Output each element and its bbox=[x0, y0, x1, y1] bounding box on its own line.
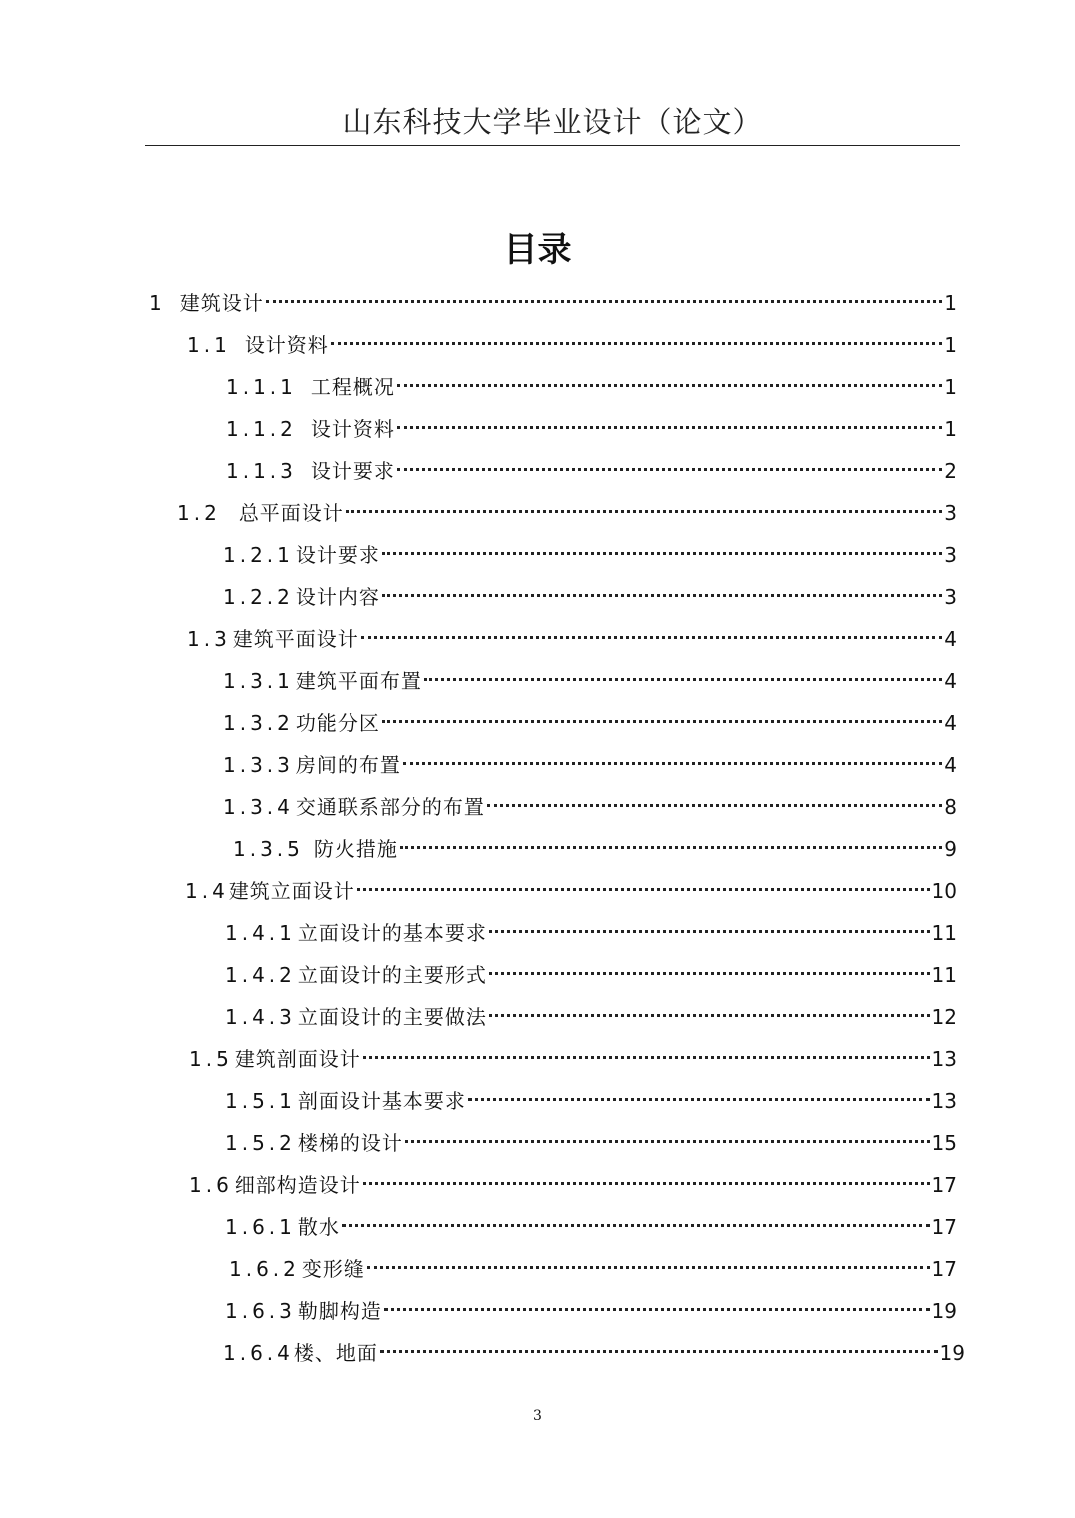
toc-entry-page: 1 bbox=[944, 417, 957, 441]
toc-entry-title: 设计资料 bbox=[244, 333, 329, 357]
toc-entry-page: 4 bbox=[944, 627, 957, 651]
toc-entry[interactable] bbox=[189, 1167, 957, 1203]
toc-entry-number: 1.6.1 bbox=[225, 1215, 296, 1239]
dot-leader bbox=[342, 1224, 930, 1227]
toc-entry-title: 工程概况 bbox=[310, 375, 395, 399]
dot-leader bbox=[363, 1182, 930, 1185]
toc-entry-number: 1.6.3 bbox=[225, 1299, 296, 1323]
toc-entry-number: 1.1 bbox=[187, 333, 231, 357]
toc-entry-number: 1.5.2 bbox=[225, 1131, 296, 1155]
toc-entry-title: 散水 bbox=[297, 1215, 340, 1239]
toc-entry-number: 1.4.1 bbox=[225, 921, 296, 945]
toc-entry-number: 1.5.1 bbox=[225, 1089, 296, 1113]
dot-leader bbox=[397, 426, 942, 429]
toc-entry[interactable] bbox=[187, 621, 957, 657]
toc-entry[interactable] bbox=[189, 1041, 957, 1077]
toc-entry-page: 17 bbox=[931, 1173, 957, 1197]
dot-leader bbox=[380, 1350, 938, 1353]
dot-leader bbox=[266, 300, 943, 303]
dot-leader bbox=[397, 384, 942, 387]
dot-leader bbox=[357, 888, 930, 891]
toc-entry-number: 1.3.5 bbox=[233, 837, 304, 861]
toc-entry[interactable] bbox=[225, 1209, 957, 1245]
toc-entry-title: 立面设计的主要形式 bbox=[297, 963, 487, 987]
toc-entry-title: 楼梯的设计 bbox=[297, 1131, 403, 1155]
toc-entry-number: 1.3 bbox=[187, 627, 231, 651]
toc-entry[interactable] bbox=[226, 369, 957, 405]
dot-leader bbox=[382, 552, 942, 555]
toc-entry-title: 建筑平面布置 bbox=[295, 669, 422, 693]
page-number: 3 bbox=[533, 1408, 542, 1424]
toc-entry-page: 13 bbox=[931, 1047, 957, 1071]
toc-entry-page: 12 bbox=[931, 1005, 957, 1029]
toc-entry[interactable] bbox=[226, 453, 957, 489]
toc-entry-number: 1.5 bbox=[189, 1047, 233, 1071]
toc-entry-title: 总平面设计 bbox=[238, 501, 344, 525]
toc-entry-number: 1.2.1 bbox=[223, 543, 294, 567]
toc-entry-page: 4 bbox=[944, 669, 957, 693]
toc-entry-page: 15 bbox=[931, 1131, 957, 1155]
toc-entry-page: 3 bbox=[944, 501, 957, 525]
dot-leader bbox=[397, 468, 942, 471]
toc-entry-title: 勒脚构造 bbox=[297, 1299, 382, 1323]
toc-entry[interactable] bbox=[223, 1335, 965, 1371]
toc-entry[interactable] bbox=[226, 411, 957, 447]
toc-entry-number: 1.4.3 bbox=[225, 1005, 296, 1029]
dot-leader bbox=[489, 1014, 930, 1017]
toc-entry-number: 1.2 bbox=[177, 501, 221, 525]
toc-entry-page: 11 bbox=[931, 963, 957, 987]
toc-entry-number: 1.4.2 bbox=[225, 963, 296, 987]
toc-entry[interactable] bbox=[233, 831, 957, 867]
dot-leader bbox=[400, 846, 942, 849]
toc-entry[interactable] bbox=[223, 705, 957, 741]
toc-entry-title: 设计内容 bbox=[295, 585, 380, 609]
toc-entry[interactable] bbox=[223, 789, 957, 825]
toc-entry[interactable] bbox=[177, 495, 957, 531]
header-title: 山东科技大学毕业设计（论文） bbox=[342, 105, 763, 139]
toc-entry[interactable] bbox=[223, 747, 957, 783]
page-header bbox=[145, 100, 960, 146]
dot-leader bbox=[367, 1266, 930, 1269]
toc-entry-page: 2 bbox=[944, 459, 957, 483]
dot-leader bbox=[331, 342, 942, 345]
toc-entry-page: 13 bbox=[931, 1089, 957, 1113]
toc-entry-title: 房间的布置 bbox=[295, 753, 401, 777]
dot-leader bbox=[403, 762, 942, 765]
toc-entry-number: 1.6.4 bbox=[223, 1341, 294, 1365]
dot-leader bbox=[489, 930, 930, 933]
toc-entry-title: 设计要求 bbox=[310, 459, 395, 483]
toc-entry-page: 19 bbox=[939, 1341, 965, 1365]
toc-entry-number: 1.1.3 bbox=[226, 459, 297, 483]
toc-entry-number: 1.1.2 bbox=[226, 417, 297, 441]
toc-entry-number: 1.3.2 bbox=[223, 711, 294, 735]
toc-entry-title: 功能分区 bbox=[295, 711, 380, 735]
toc-entry-page: 17 bbox=[931, 1215, 957, 1239]
toc-entry-title: 剖面设计基本要求 bbox=[297, 1089, 466, 1113]
dot-leader bbox=[468, 1098, 930, 1101]
dot-leader bbox=[382, 594, 942, 597]
toc-entry[interactable] bbox=[225, 915, 957, 951]
toc-entry-number: 1.4 bbox=[185, 879, 229, 903]
toc-entry-number: 1 bbox=[149, 291, 166, 315]
toc-entry-page: 11 bbox=[931, 921, 957, 945]
toc-entry[interactable] bbox=[225, 1293, 957, 1329]
toc-entry[interactable] bbox=[223, 537, 957, 573]
toc-entry-title: 立面设计的基本要求 bbox=[297, 921, 487, 945]
toc-entry-page: 8 bbox=[944, 795, 957, 819]
toc-entry-title: 交通联系部分的布置 bbox=[295, 795, 485, 819]
toc-entry-number: 1.3.4 bbox=[223, 795, 294, 819]
toc-entry-title: 设计资料 bbox=[310, 417, 395, 441]
toc-entry[interactable] bbox=[185, 873, 957, 909]
toc-entry-title: 楼、地面 bbox=[293, 1341, 378, 1365]
toc-entry-title: 建筑平面设计 bbox=[232, 627, 359, 651]
dot-leader bbox=[346, 510, 942, 513]
toc-entry[interactable] bbox=[223, 579, 957, 615]
dot-leader bbox=[489, 972, 930, 975]
toc-entry-page: 1 bbox=[944, 375, 957, 399]
toc-entry-page: 3 bbox=[944, 543, 957, 567]
toc-entry-number: 1.3.1 bbox=[223, 669, 294, 693]
toc-entry[interactable] bbox=[229, 1251, 957, 1287]
toc-entry[interactable] bbox=[223, 663, 957, 699]
toc-entry-page: 17 bbox=[931, 1257, 957, 1281]
toc-entry-title: 立面设计的主要做法 bbox=[297, 1005, 487, 1029]
dot-leader bbox=[382, 720, 942, 723]
toc-entry-number: 1.6 bbox=[189, 1173, 233, 1197]
toc-entry-page: 3 bbox=[944, 585, 957, 609]
dot-leader bbox=[384, 1308, 930, 1311]
toc-entry-page: 1 bbox=[944, 333, 957, 357]
toc-entry[interactable] bbox=[149, 285, 957, 321]
toc-entry-number: 1.1.1 bbox=[226, 375, 297, 399]
toc-entry-title: 建筑设计 bbox=[179, 291, 264, 315]
toc-entry-page: 4 bbox=[944, 711, 957, 735]
toc-entry-number: 1.6.2 bbox=[229, 1257, 300, 1281]
toc-entry-page: 10 bbox=[931, 879, 957, 903]
toc-entry[interactable] bbox=[225, 957, 957, 993]
toc-heading: 目录 bbox=[503, 230, 572, 270]
toc-entry[interactable] bbox=[225, 1083, 957, 1119]
dot-leader bbox=[361, 636, 942, 639]
dot-leader bbox=[487, 804, 942, 807]
dot-leader bbox=[424, 678, 942, 681]
toc-entry-title: 建筑剖面设计 bbox=[234, 1047, 361, 1071]
toc-entry-title: 建筑立面设计 bbox=[228, 879, 355, 903]
toc-entry-page: 1 bbox=[944, 291, 957, 315]
toc-entry[interactable] bbox=[225, 999, 957, 1035]
toc-entry-page: 19 bbox=[931, 1299, 957, 1323]
dot-leader bbox=[363, 1056, 930, 1059]
toc-entry-number: 1.3.3 bbox=[223, 753, 294, 777]
toc-entry-title: 防火措施 bbox=[313, 837, 398, 861]
toc-entry-title: 变形缝 bbox=[301, 1257, 365, 1281]
toc-entry-page: 9 bbox=[944, 837, 957, 861]
toc-entry[interactable] bbox=[187, 327, 957, 363]
toc-entry[interactable] bbox=[225, 1125, 957, 1161]
dot-leader bbox=[405, 1140, 930, 1143]
toc-entry-title: 设计要求 bbox=[295, 543, 380, 567]
toc-entry-title: 细部构造设计 bbox=[234, 1173, 361, 1197]
toc-entry-page: 4 bbox=[944, 753, 957, 777]
toc-entry-number: 1.2.2 bbox=[223, 585, 294, 609]
